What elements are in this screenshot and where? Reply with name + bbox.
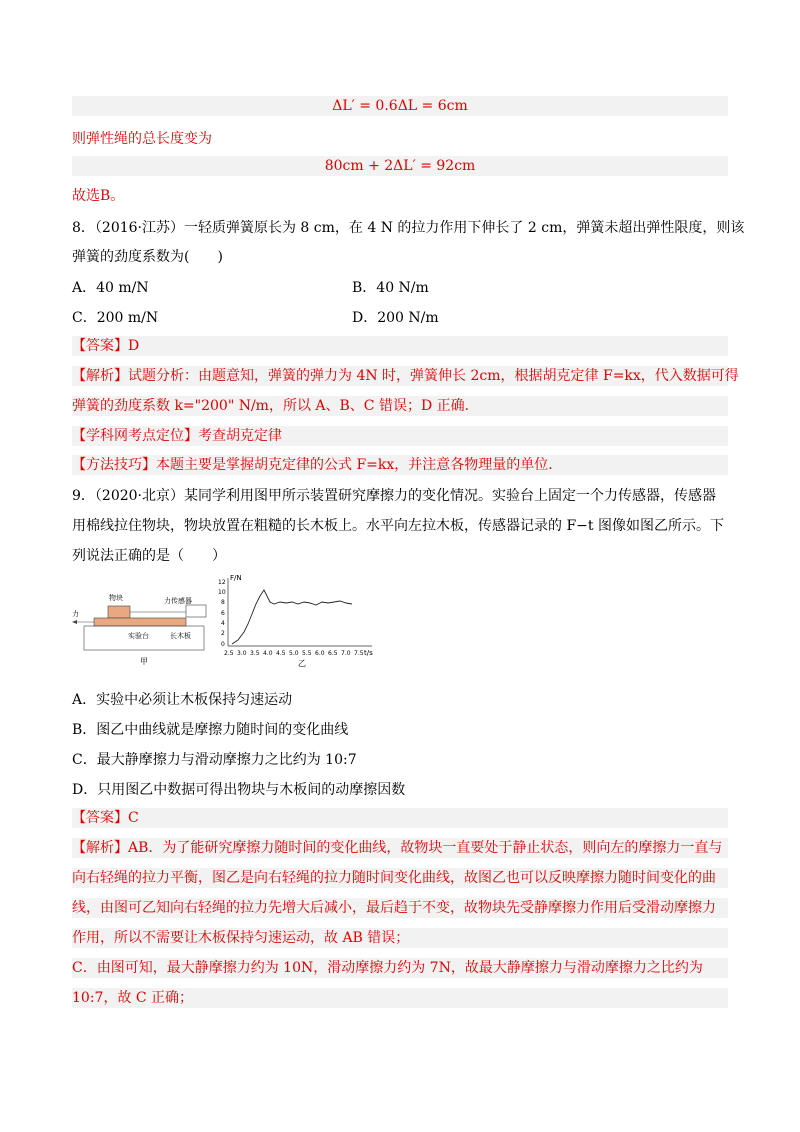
q9-option-d: D．只用图乙中数据可得出物块与木板间的动摩擦因数 <box>72 782 406 798</box>
q9-stem-line3: 列说法正确的是（ ） <box>72 548 226 564</box>
q8-option-d: D．200 N/m <box>352 310 439 326</box>
x-tick: 6.5 <box>328 650 338 657</box>
q9-option-c: C．最大静摩擦力与滑动摩擦力之比约为 10:7 <box>72 752 357 768</box>
q8-analysis-line2: 弹簧的劲度系数 k="200" N/m，所以 A、B、C 错误；D 正确． <box>72 396 728 416</box>
q9-analysis-line4: 作用，所以不需要让木板保持匀速运动，故 AB 错误； <box>72 928 728 948</box>
q9-analysis-line5: C．由图可知，最大静摩擦力约为 10N，滑动摩擦力约为 7N，故最大静摩擦力与滑动摩擦力之比约为 <box>72 958 728 978</box>
caption-yi: 乙 <box>298 659 306 668</box>
x-tick: 7.5 <box>354 650 364 657</box>
q8-option-c: C．200 m/N <box>72 310 159 326</box>
board-label: 长木板 <box>170 632 191 640</box>
y-tick: 0 <box>221 641 225 648</box>
sensor-rect <box>186 605 206 617</box>
y-tick: 10 <box>218 589 226 596</box>
x-tick: 6.0 <box>315 650 325 657</box>
ft-graph <box>218 574 373 668</box>
block-rect <box>108 606 130 618</box>
q9-option-b: B．图乙中曲线就是摩擦力随时间的变化曲线 <box>72 722 349 738</box>
block-label: 物块 <box>109 594 123 602</box>
y-axis-label: F/N <box>230 574 242 582</box>
solution-text: 则弹性绳的总长度变为 <box>72 131 212 147</box>
q9-stem-line2: 用棉线拉住物块，物块放置在粗糙的长木板上。水平向左拉木板，传感器记录的 F−t 图像如图乙所示。下 <box>72 518 724 534</box>
q8-stem-line2: 弹簧的劲度系数为( ) <box>72 249 223 265</box>
x-tick: 2.5 <box>224 650 234 657</box>
y-tick: 2 <box>221 630 225 637</box>
table-label: 实验台 <box>128 632 149 640</box>
q9-analysis-line2: 向右轻绳的拉力平衡，图乙是向右轻绳的拉力随时间变化曲线，故图乙也可以反映摩擦力随时间变化的曲 <box>72 868 728 888</box>
caption-jia: 甲 <box>140 657 148 666</box>
force-label: 力 <box>72 610 79 618</box>
q8-stem-line1: 8．（2016·江苏）一轻质弹簧原长为 8 cm，在 4 N 的拉力作用下伸长了 2 cm，弹簧未超出弹性限度，则该 <box>72 220 745 236</box>
x-tick: 3.5 <box>250 650 260 657</box>
y-tick: 12 <box>218 579 226 586</box>
x-tick: 5.5 <box>302 650 312 657</box>
board-rect <box>94 618 186 626</box>
x-axis-label: t/s <box>364 649 373 657</box>
x-tick: 3.0 <box>237 650 247 657</box>
q8-kaodian: 【学科网考点定位】考查胡克定律 <box>72 426 728 446</box>
q9-answer: 【答案】C <box>72 808 728 828</box>
x-tick: 4.0 <box>263 650 273 657</box>
q8-analysis-line1: 【解析】试题分析：由题意知，弹簧的弹力为 4N 时，弹簧伸长 2cm，根据胡克定律 F=kx，代入数据可得 <box>72 368 739 384</box>
x-tick: 5.0 <box>289 650 299 657</box>
y-tick: 8 <box>221 599 225 606</box>
q8-method: 【方法技巧】本题主要是掌握胡克定律的公式 F=kx，并注意各物理量的单位． <box>72 455 728 475</box>
q9-analysis-line1: 【解析】AB．为了能研究摩擦力随时间的变化曲线，故物块一直要处于静止状态，则向左的摩擦力一直与 <box>72 838 728 858</box>
force-curve <box>232 590 352 644</box>
solution-conclusion: 故选B。 <box>72 188 125 204</box>
x-tick: 4.5 <box>276 650 286 657</box>
sensor-label: 力传感器 <box>164 597 192 605</box>
y-tick: 6 <box>221 610 225 617</box>
equation-total-length: 80cm + 2ΔL′ = 92cm <box>72 156 728 176</box>
apparatus-diagram <box>72 593 206 666</box>
q9-figure <box>72 572 402 672</box>
equation-delta-l-prime: ΔL′ = 0.6ΔL = 6cm <box>72 96 728 116</box>
force-arrowhead <box>72 620 77 624</box>
q9-option-a: A．实验中必须让木板保持匀速运动 <box>72 692 293 708</box>
q8-option-a: A．40 m/N <box>72 280 149 296</box>
x-tick: 7.0 <box>341 650 351 657</box>
q9-stem-line1: 9．（2020·北京）某同学利用图甲所示装置研究摩擦力的变化情况。实验台上固定一个力传感器，传感器 <box>72 488 716 504</box>
y-tick: 4 <box>221 620 225 627</box>
q8-answer: 【答案】D <box>72 336 728 356</box>
q9-analysis-line6: 10:7，故 C 正确； <box>72 988 728 1008</box>
q8-option-b: B．40 N/m <box>352 280 429 296</box>
q9-analysis-line3: 线，由图可乙知向右轻绳的拉力先增大后减小，最后趋于不变，故物块先受静摩擦力作用后受滑动摩擦力 <box>72 898 728 918</box>
